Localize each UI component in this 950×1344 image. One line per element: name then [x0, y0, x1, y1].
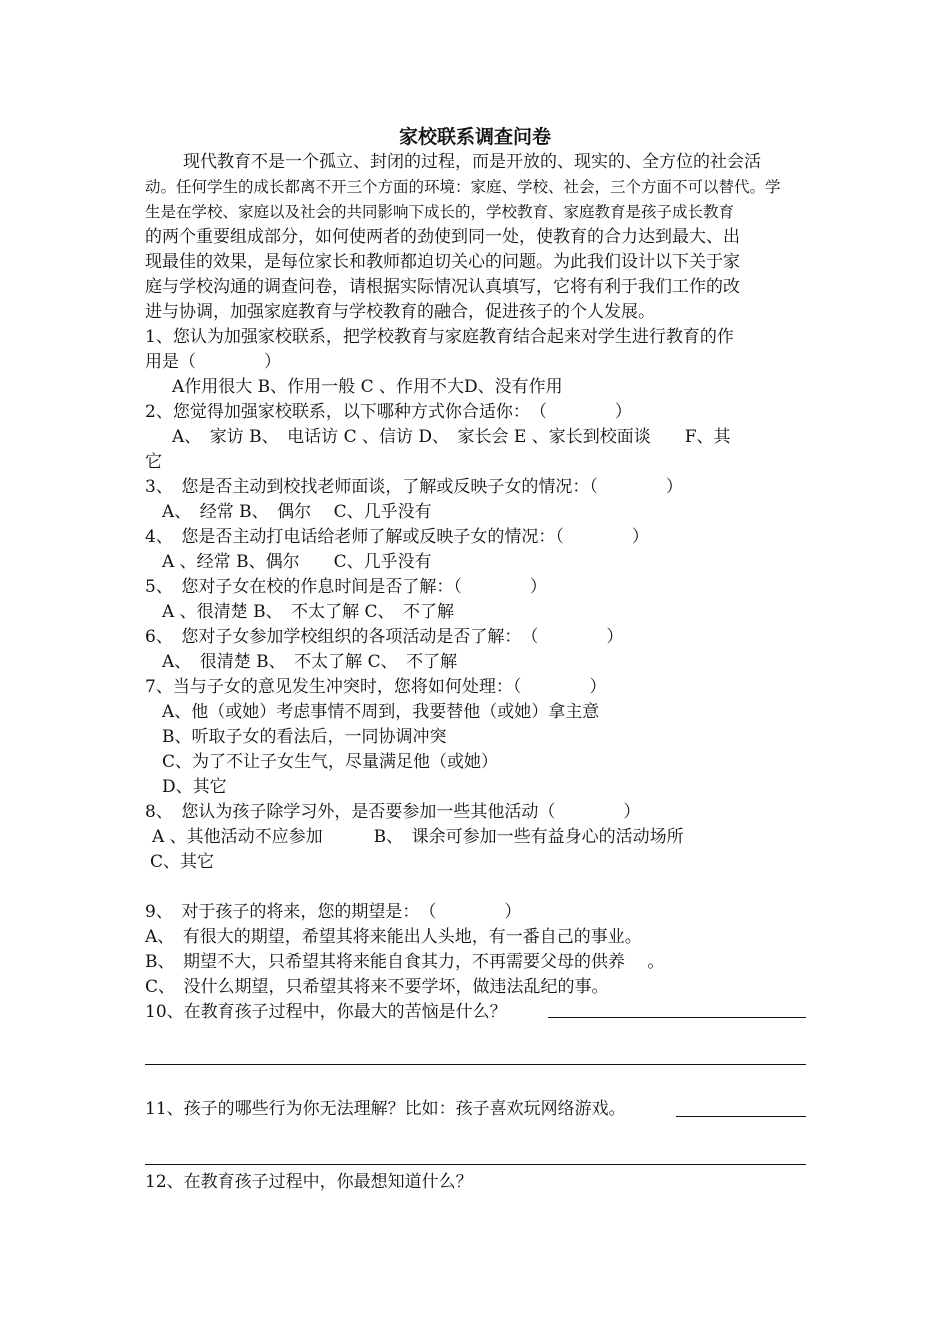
intro-line-2: 动。任何学生的成长都离不开三个方面的环境：家庭、学校、社会，三个方面不可以替代。学	[145, 178, 781, 196]
intro-line-7: 进与协调，加强家庭教育与学校教育的融合，促进孩子的个人发展。	[145, 302, 655, 322]
question-1-options: A作用很大 B、作用一般 C 、作用不大D、没有作用	[172, 377, 563, 397]
question-12: 12、在教育孩子过程中，你最想知道什么？	[145, 1172, 473, 1192]
question-10-answer-line-2[interactable]	[145, 1064, 806, 1065]
question-3: 3、 您是否主动到校找老师面谈，了解或反映子女的情况：（ ）	[145, 477, 683, 497]
question-2: 2、您觉得加强家校联系，以下哪种方式你合适你： （ ）	[145, 402, 632, 422]
question-11-answer-line-2[interactable]	[145, 1164, 806, 1165]
question-5-options: A 、很清楚 B、 不太了解 C、 不了解	[162, 602, 454, 622]
question-5: 5、 您对子女在校的作息时间是否了解：（ ）	[145, 577, 547, 597]
question-3-options: A、 经常 B、 偶尔 C、几乎没有	[162, 502, 432, 522]
question-11-answer-line[interactable]	[676, 1116, 806, 1117]
intro-line-4: 的两个重要组成部分，如何使两者的劲使到同一处，使教育的合力达到最大、出	[145, 227, 740, 247]
question-7-option-a: A、他（或她）考虑事情不周到，我要替他（或她）拿主意	[162, 702, 600, 722]
intro-line-1: 现代教育不是一个孤立、封闭的过程，而是开放的、现实的、全方位的社会活	[183, 152, 761, 172]
question-8-options-cont: C、其它	[150, 852, 215, 872]
question-9-option-b: B、 期望不大，只希望其将来能自食其力，不再需要父母的供养 。	[145, 952, 665, 972]
question-9-option-a: A、 有很大的期望，希望其将来能出人头地，有一番自己的事业。	[145, 927, 642, 947]
question-8-options: A 、其他活动不应参加 B、 课余可参加一些有益身心的活动场所	[152, 827, 684, 847]
question-2-options: A、 家访 B、 电话访 C 、信访 D、 家长会 E 、家长到校面谈 F、其	[172, 427, 731, 447]
question-10: 10、在教育孩子过程中，你最大的苦恼是什么？	[145, 1002, 507, 1022]
question-4: 4、 您是否主动打电话给老师了解或反映子女的情况：（ ）	[145, 527, 649, 547]
page-title: 家校联系调查问卷	[398, 126, 551, 148]
question-1-answer-blank: 用是（ ）	[145, 352, 281, 372]
question-9: 9、 对于孩子的将来，您的期望是： （ ）	[145, 902, 522, 922]
intro-line-5: 现最佳的效果，是每位家长和教师都迫切关心的问题。为此我们设计以下关于家	[145, 252, 740, 272]
question-7: 7、当与子女的意见发生冲突时，您将如何处理：（ ）	[145, 677, 607, 697]
question-2-options-cont: 它	[145, 452, 162, 472]
question-11: 11、孩子的哪些行为你无法理解？比如：孩子喜欢玩网络游戏。	[145, 1099, 626, 1119]
question-7-option-c: C、为了不让子女生气，尽量满足他（或她）	[162, 752, 499, 772]
question-4-options: A 、经常 B、偶尔 C、几乎没有	[162, 552, 432, 572]
question-9-option-c: C、 没什么期望，只希望其将来不要学坏，做违法乱纪的事。	[145, 977, 609, 997]
question-6: 6、 您对子女参加学校组织的各项活动是否了解： （ ）	[145, 627, 624, 647]
question-8: 8、 您认为孩子除学习外，是否要参加一些其他活动（ ）	[145, 802, 641, 822]
question-7-option-b: B、听取子女的看法后，一同协调冲突	[162, 727, 447, 747]
question-10-answer-line[interactable]	[548, 1017, 806, 1018]
intro-line-3: 生是在学校、家庭以及社会的共同影响下成长的，学校教育、家庭教育是孩子成长教育	[145, 203, 735, 221]
question-1: 1、您认为加强家校联系，把学校教育与家庭教育结合起来对学生进行教育的作	[145, 327, 734, 347]
intro-line-6: 庭与学校沟通的调查问卷，请根据实际情况认真填写，它将有利于我们工作的改	[145, 277, 740, 297]
question-7-option-d: D、其它	[162, 777, 227, 797]
question-6-options: A、 很清楚 B、 不太了解 C、 不了解	[162, 652, 458, 672]
